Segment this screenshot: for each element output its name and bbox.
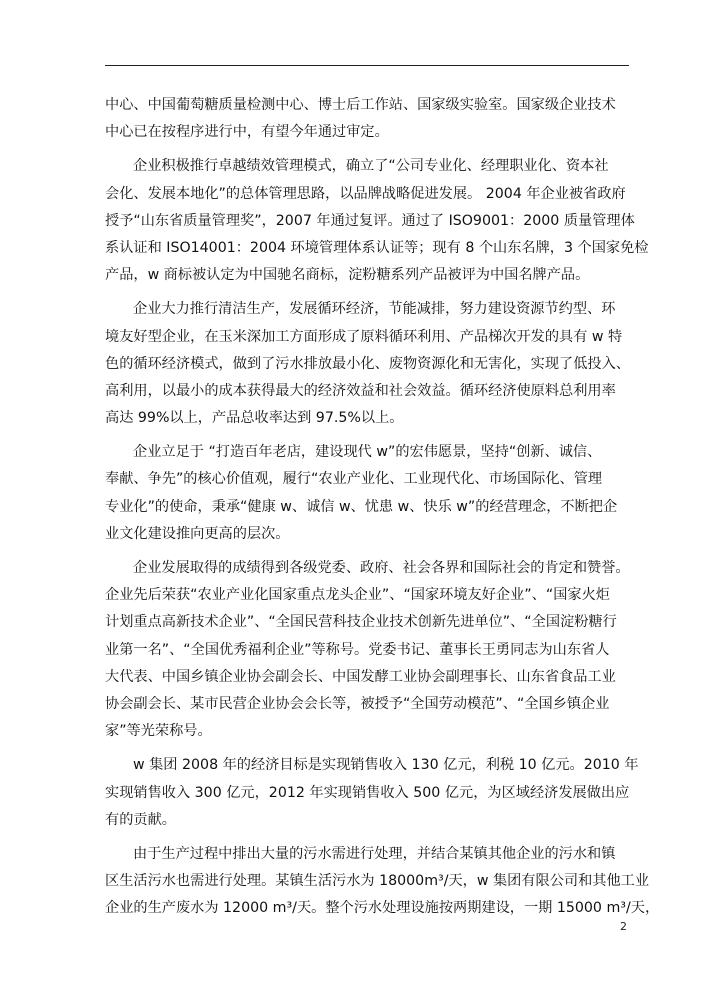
text-line: 色的循环经济模式，做到了污水排放最小化、废物资源化和无害化，实现了低投入、 [105, 355, 630, 372]
document-body [105, 92, 660, 922]
paragraph [105, 153, 649, 289]
text-line: 产品，w 商标被认定为中国驰名商标，淀粉糖系列产品被评为中国名牌产品。 [105, 267, 590, 284]
text-line: 有的贡献。 [105, 811, 176, 828]
text-line: w 集团 2008 年的经济目标是实现销售收入 130 亿元，利税 10 亿元。2010 年 [133, 757, 639, 774]
text-line: 会化、发展本地化”的总体管理思路，以品牌战略促进发展。 2004 年企业被省政府 [105, 185, 626, 202]
text-line: 协会副会长、某市民营企业协会会长等，被授予“全国劳动模范”、“全国乡镇企业 [105, 695, 610, 712]
text-line: 业第一名”、“全国优秀福利企业”等称号。党委书记、董事长王勇同志为山东省人 [105, 641, 610, 658]
text-line: 企业发展取得的成绩得到各级党委、政府、社会各界和国际社会的肯定和赞誉。 [133, 560, 630, 576]
paragraph [105, 296, 629, 432]
text-line: 企业的生产废水为 12000 m³/天。整个污水处理设施按两期建设，一期 15000 m³/天， [105, 900, 660, 917]
paragraph [105, 841, 660, 923]
paragraph [105, 92, 629, 146]
text-line: 奉献、争先”的核心价值观，履行“农业产业化、工业现代化、市场国际化、管理 [105, 471, 603, 488]
text-line: 中心已在按程序进行中，有望今年通过审定。 [105, 124, 389, 141]
text-line: 中心、中国葡萄糖质量检测中心、博士后工作站、国家级实验室。国家级企业技术 [105, 97, 616, 113]
text-line: 企业先后荣获“农业产业化国家重点龙头企业”、“国家环境友好企业”、“国家火炬 [105, 587, 610, 604]
text-line: 高利用，以最小的成本获得最大的经济效益和社会效益。循环经济使原料总利用率 [105, 382, 616, 399]
text-line: 授予“山东省质量管理奖”，2007 年通过复评。通过了 ISO9001：2000 质量管理体 [105, 212, 635, 229]
text-line: 家”等光荣称号。 [105, 723, 212, 740]
header-rule [105, 65, 629, 66]
text-line: 企业积极推行卓越绩效管理模式，确立了“公司专业化、经理职业化、资本社 [133, 158, 609, 175]
text-line: 专业化”的使命，秉承“健康 w、诚信 w、忧患 w、快乐 w”的经营理念，不断把企 [105, 498, 618, 515]
text-line: 区生活污水也需进行处理。某镇生活污水为 18000m³/天，w 集团有限公司和其他工业 [105, 873, 650, 890]
text-line: 系认证和 ISO14001：2004 环境管理体系认证等；现有 8 个山东名牌，3 个国家免检 [105, 239, 649, 256]
text-line: 由于生产过程中排出大量的污水需进行处理，并结合某镇其他企业的污水和镇 [133, 845, 616, 862]
paragraph [105, 439, 629, 548]
paragraph [105, 555, 629, 745]
text-line: 实现销售收入 300 亿元，2012 年实现销售收入 500 亿元，为区域经济发展做出应 [105, 784, 630, 801]
text-line: 高达 99%以上，产品总收率达到 97.5%以上。 [105, 410, 404, 427]
page-number: 2 [620, 920, 627, 933]
text-line: 企业立足于 “打造百年老店，建设现代 w”的宏伟愿景，坚持“创新、诚信、 [133, 444, 602, 461]
text-line: 计划重点高新技术企业”、“全国民营科技企业技术创新先进单位”、“全国淀粉糖行 [105, 614, 617, 631]
text-line: 境友好型企业，在玉米深加工方面形成了原料循环利用、产品梯次开发的具有 w 特 [105, 328, 623, 345]
text-line: 业文化建设推向更高的层次。 [105, 525, 290, 542]
text-line: 大代表、中国乡镇企业协会副会长、中国发酵工业协会副理事长、山东省食品工业 [105, 668, 616, 685]
paragraph [105, 752, 639, 834]
text-line: 企业大力推行清洁生产，发展循环经济，节能减排，努力建设资源节约型、环 [133, 301, 616, 318]
